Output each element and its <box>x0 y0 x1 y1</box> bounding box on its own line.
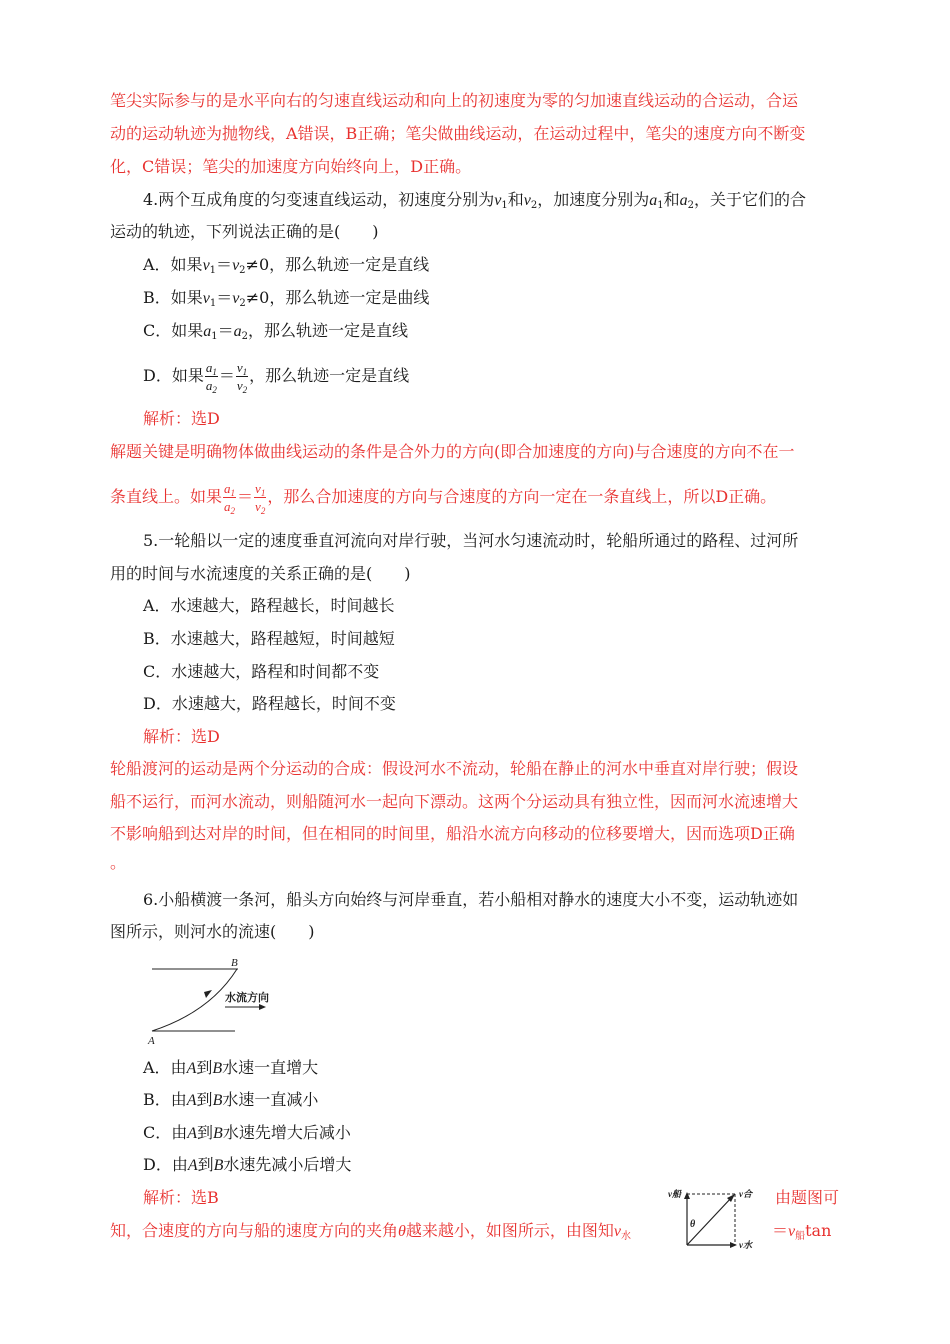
q5-option-a: A．水速越大，路程越长，时间越长 <box>143 596 395 615</box>
q5-explanation-line-4: 。 <box>110 853 127 872</box>
q4-explanation-line-2: 条直线上。如果 $\frac{a_1}{a_2}$ ＝ $\frac{v_1}{v_2}$ ，那么合加速度的方向与合速度的方向一定在一条直线上，所以D正确。 <box>110 481 777 516</box>
label-v-ship: v船 <box>668 1189 681 1199</box>
flow-arrow-icon <box>259 1004 266 1010</box>
q6-explanation-line-2: 知，合速度的方向与船的速度方向的夹角θ越来越小，如图所示，由图知$v_水$ <box>110 1221 631 1242</box>
trajectory-arrow-icon <box>204 990 212 998</box>
label-v-resultant: v合 <box>739 1189 752 1199</box>
q6-stem-line-2: 图所示，则河水的流速( ) <box>110 922 315 941</box>
q6-explanation-right-1: 由题图可 <box>775 1188 840 1207</box>
fraction-a1-a2: $\frac{a_1}{a_2}$ <box>224 481 236 516</box>
q5-explanation-line-1: 轮船渡河的运动是两个分运动的合成：假设河水不流动，轮船在静止的河水中垂直对岸行驶；假设 <box>110 759 799 778</box>
label-theta: θ <box>690 1219 696 1230</box>
q6-option-d: D．由A到B水速先减小后增大 <box>143 1155 352 1174</box>
q6-answer: 解析：选B <box>143 1188 219 1207</box>
q6-option-b: B．由A到B水速一直减小 <box>143 1090 319 1109</box>
q5-explanation-line-3: 不影响船到达对岸的时间，但在相同的时间里，船沿水流方向移动的位移要增大，因而选项D正确 <box>110 824 795 843</box>
label-v-water: v水 <box>739 1240 752 1250</box>
q6-option-a: A．由A到B水速一直增大 <box>143 1058 319 1077</box>
label-a: A <box>148 1035 155 1047</box>
q5-option-c: C．水速越大，路程和时间都不变 <box>143 662 380 681</box>
q6-option-c: C．由A到B水速先增大后减小 <box>143 1123 351 1142</box>
fraction-a1-a2: $\frac{a_1}{a_2}$ <box>205 360 217 395</box>
q5-answer: 解析：选D <box>143 727 220 746</box>
velocity-vector-diagram <box>668 1184 764 1254</box>
q4-option-b: B．如果$v_1=v_2\ne 0$，那么轨迹一定是曲线 <box>143 288 430 309</box>
q4-answer: 解析：选D <box>143 409 220 428</box>
sol3-line-1: 笔尖实际参与的是水平向右的匀速直线运动和向上的初速度为零的匀加速直线运动的合运动，合运 <box>110 91 799 110</box>
v-water-arrow-icon <box>730 1242 737 1248</box>
sol3-line-2: 动的运动轨迹为抛物线，A错误，B正确；笔尖做曲线运动，在运动过程中，笔尖的速度方向不断变 <box>110 124 806 143</box>
q4-explanation-line-1: 解题关键是明确物体做曲线运动的条件是合外力的方向(即合加速度的方向)与合速度的方向不在一 <box>110 442 795 461</box>
river-trajectory-figure <box>140 952 290 1048</box>
q5-explanation-line-2: 船不运行，而河水流动，则船随河水一起向下漂动。这两个分运动具有独立性，因而河水流速增大 <box>110 792 799 811</box>
v-ship-arrow-icon <box>684 1192 690 1199</box>
label-b: B <box>231 957 238 969</box>
flow-direction-label: 水流方向 <box>225 991 269 1004</box>
q5-option-d: D．水速越大，路程越长，时间不变 <box>143 694 396 713</box>
q5-stem-line-1: 5.一轮船以一定的速度垂直河流向对岸行驶，当河水匀速流动时，轮船所通过的路程、过河所 <box>143 531 799 550</box>
q6-explanation-right-2: $=v_船\tan$ <box>772 1221 832 1242</box>
q5-option-b: B．水速越大，路程越短，时间越短 <box>143 629 395 648</box>
q4-option-a: A．如果$v_1=v_2\ne 0$，那么轨迹一定是直线 <box>143 255 430 276</box>
q6-stem-line-1: 6.小船横渡一条河，船头方向始终与河岸垂直，若小船相对静水的速度大小不变，运动轨迹如 <box>143 890 799 909</box>
sol3-line-3: 化，C错误；笔尖的加速度方向始终向上，D正确。 <box>110 157 472 176</box>
q4-option-c: C．如果$a_1=a_2$，那么轨迹一定是直线 <box>143 321 409 342</box>
q4-stem-line-2: 运动的轨迹，下列说法正确的是( ) <box>110 222 379 241</box>
q4-stem-line-1: 4.两个互成角度的匀变速直线运动，初速度分别为$v_1$和$v_2$，加速度分别为$a_1$和$a_2$，关于它们的合 <box>143 190 807 211</box>
fraction-v1-v2: $\frac{v_1}{v_2}$ <box>255 481 266 516</box>
q4-option-d: D．如果 $\frac{a_1}{a_2}$ ＝ $\frac{v_1}{v_2}$ ，那么轨迹一定是直线 <box>143 360 410 395</box>
q5-stem-line-2: 用的时间与水流速度的关系正确的是( ) <box>110 564 411 583</box>
fraction-v1-v2: $\frac{v_1}{v_2}$ <box>236 360 248 395</box>
